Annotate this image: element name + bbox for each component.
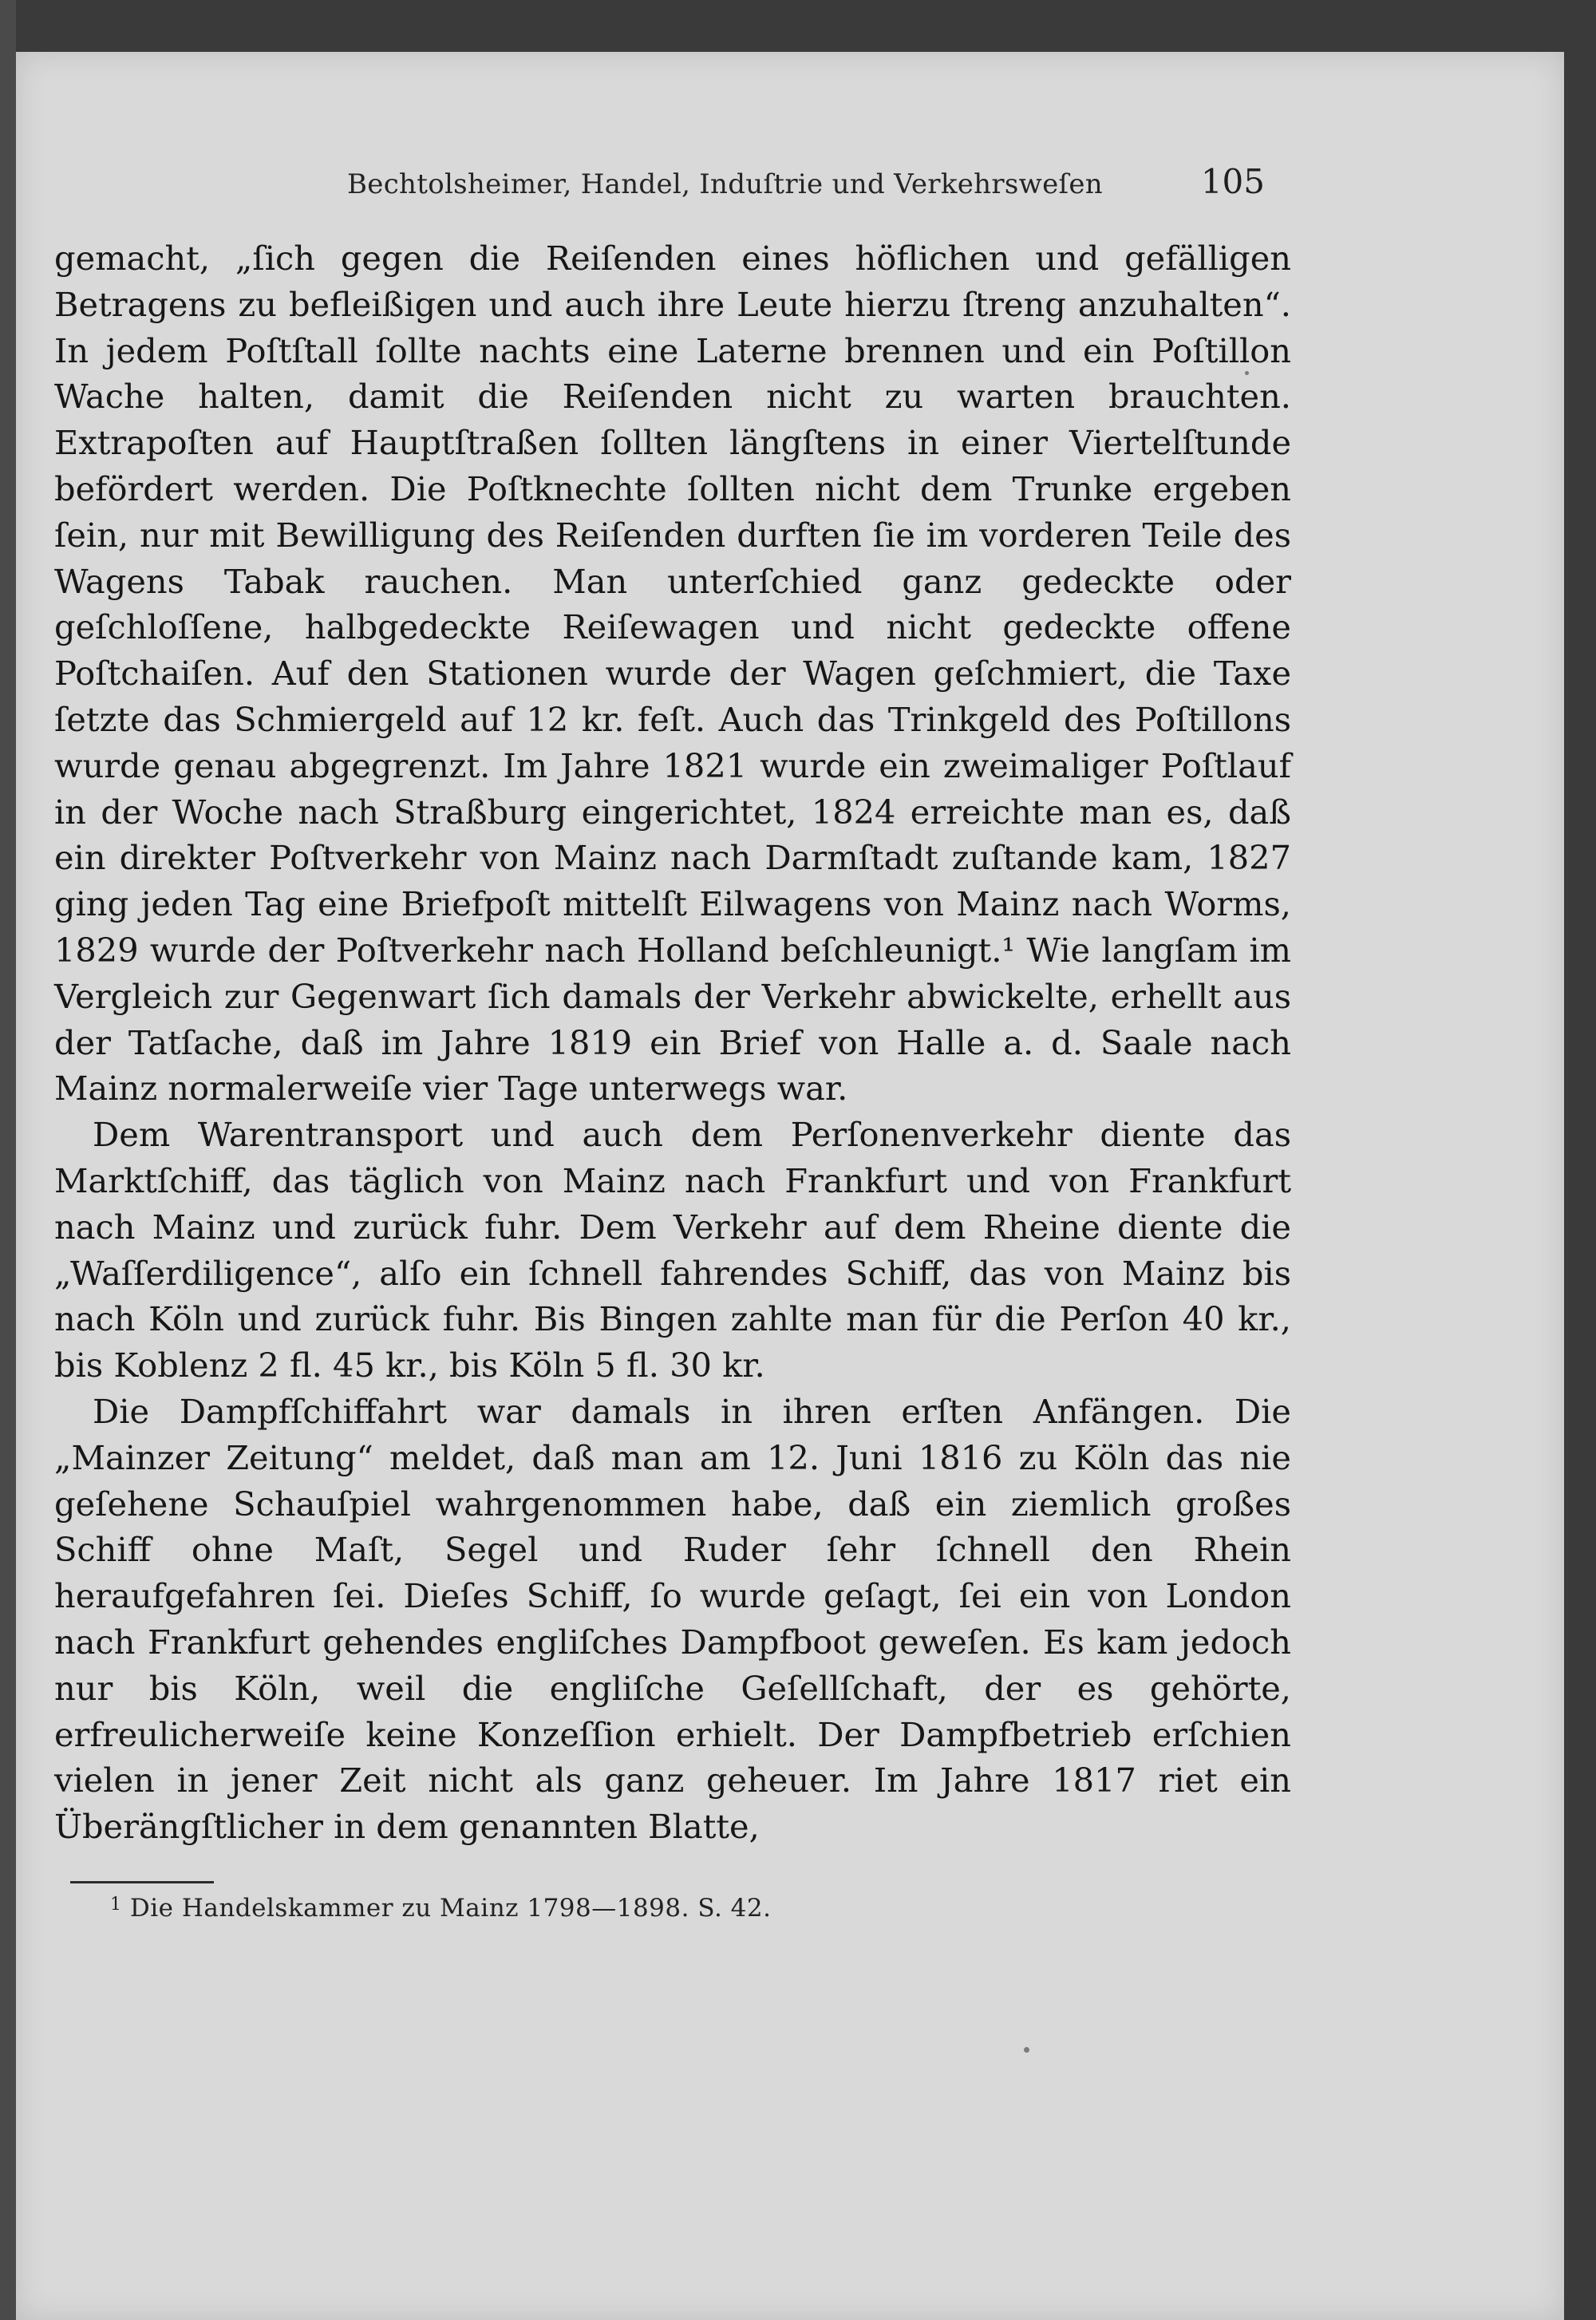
footnote-rule	[70, 1881, 214, 1883]
body-text	[54, 235, 1291, 1850]
footnote	[110, 1889, 1291, 1924]
running-head: Bechtolsheimer, Handel, Induſtrie und Verkehrsweſen	[347, 168, 1103, 200]
scan-background-edge	[0, 0, 16, 2320]
scan-speck	[1024, 2047, 1029, 2053]
footnote-marker: 1	[110, 1895, 122, 1915]
book-page	[16, 52, 1564, 2320]
scan-speck	[1245, 371, 1249, 375]
page-header	[347, 162, 1265, 218]
page-number: 105	[1200, 162, 1265, 201]
footnote-text: Die Handelskammer zu Mainz 1798—1898. S. 42.	[129, 1894, 772, 1923]
paragraph-steamships: Die Dampfſchiffahrt war damals in ihren erſten Anfängen. Die „Mainzer Zeitung“ meldet, daß man am 12. Juni 1816 zu Köln das nie geſehene Schauſpiel wahrgenommen habe, daß ein ziemlich großes Schiff ohne Maſt, Segel und Ruder ſehr ſchnell den Rhein heraufgefahren ſei. Dieſes Schiff, ſo wurde geſagt, ſei ein von London nach Frankfurt gehendes engliſches Dampfboot geweſen. Es kam jedoch nur bis Köln, weil die engliſche Geſellſchaft, der es gehörte, erfreulicherweiſe keine Konzeſſion erhielt. Der Dampfbetrieb erſchien vielen in jener Zeit nicht als ganz geheuer. Im Jahre 1817 riet ein Überängſtlicher in dem genannten Blatte,	[54, 1391, 1291, 1847]
paragraph-goods-transport: Dem Warentransport und auch dem Perſonenverkehr diente das Marktſchiff, das täglich von Mainz nach Frankfurt und von Frankfurt nach Mainz und zurück fuhr. Dem Verkehr auf dem Rheine diente die „Waſſerdiligence“, alſo ein ſchnell fahrendes Schiff, das von Mainz bis nach Köln und zurück fuhr. Bis Bingen zahlte man für die Perſon 40 kr., bis Koblenz 2 fl. 45 kr., bis Köln 5 fl. 30 kr.	[54, 1115, 1291, 1385]
paragraph-postal-service: gemacht, „ſich gegen die Reiſenden eines höflichen und gefälligen Betragens zu befleißigen und auch ihre Leute hierzu ſtreng anzuhalten“. In jedem Poſtſtall ſollte nachts eine Laterne brennen und ein Poſtillon Wache halten, damit die Reiſenden nicht zu warten brauchten. Extrapoſten auf Hauptſtraßen ſollten längſtens in einer Viertelſtunde befördert werden. Die Poſtknechte ſollten nicht dem Trunke ergeben ſein, nur mit Bewilligung des Reiſenden durften ſie im vorderen Teile des Wagens Tabak rauchen. Man unterſchied ganz gedeckte oder geſchloſſene, halbgedeckte Reiſewagen und nicht gedeckte offene Poſtchaiſen. Auf den Stationen wurde der Wagen geſchmiert, die Taxe ſetzte das Schmiergeld auf 12 kr. feſt. Auch das Trinkgeld des Poſtillons wurde genau abgegrenzt. Im Jahre 1821 wurde ein zweimaliger Poſtlauf in der Woche nach Straßburg eingerichtet, 1824 erreichte man es, daß ein direkter Poſtverkehr von Mainz nach Darmſtadt zuſtande kam, 1827 ging jeden Tag eine Briefpoſt mittelſt Eilwagens von Mainz nach Worms, 1829 wurde der Poſtverkehr nach Holland beſchleunigt.¹ Wie langſam im Vergleich zur Gegenwart ſich damals der Verkehr abwickelte, erhellt aus der Tatſache, daß im Jahre 1819 ein Brief von Halle a. d. Saale nach Mainz normalerweiſe vier Tage unterwegs war.	[54, 239, 1291, 1109]
